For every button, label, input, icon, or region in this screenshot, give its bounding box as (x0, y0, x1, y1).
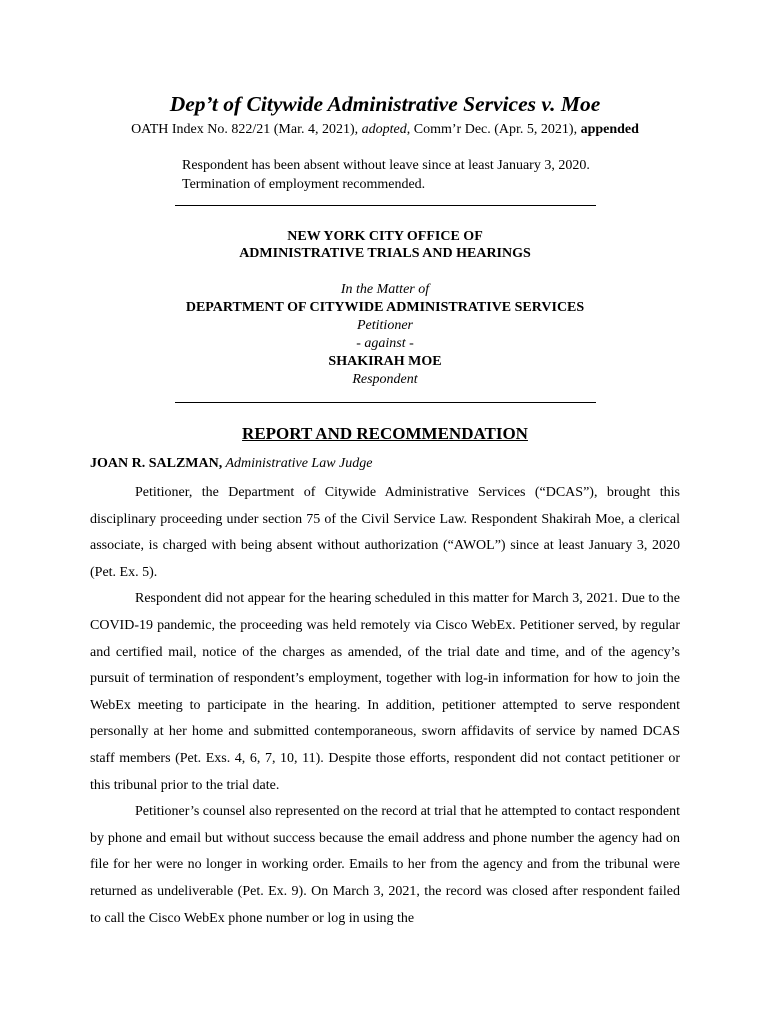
petitioner-role: Petitioner (357, 318, 413, 333)
divider-bottom (175, 402, 596, 403)
paragraph-2: Respondent did not appear for the hearing scheduled in this matter for March 3, 2021. Due to the COVID-19 pandemic, the proceeding was held remotely via Cisco WebEx. Petitioner served, by regular and certified mail, notice of the charges as amended, of the trial date and time, and of the agency’s pursuit of termination of respondent’s employment, together with log-in information for how to join the WebEx meeting to participate in the hearing. In addition, petitioner attempted to serve respondent personally at her home and submitted contemporaneous, sworn affidavits of service by named DCAS staff members (Pet. Exs. 4, 6, 7, 10, 11). Despite those efforts, respondent did not contact petitioner or this tribunal prior to the trial date. (90, 591, 680, 793)
office-name-line1: NEW YORK CITY OFFICE OF (287, 229, 483, 244)
in-the-matter-of: In the Matter of (340, 282, 430, 297)
respondent-role: Respondent (352, 372, 418, 387)
case-summary: Respondent has been absent without leave since at least January 3, 2020. Termination of employment recommended. (182, 158, 590, 192)
judge-name: JOAN R. SALZMAN, (90, 456, 223, 471)
divider-top (175, 205, 596, 206)
citation-index: OATH Index No. 822/21 (Mar. 4, 2021), (131, 122, 362, 137)
citation-decision: , Comm’r Dec. (Apr. 5, 2021), (406, 122, 581, 137)
report-body (90, 480, 680, 932)
case-citation (0, 122, 770, 138)
paragraph-1: Petitioner, the Department of Citywide Administrative Services (“DCAS”), brought this disciplinary proceeding under section 75 of the Civil Service Law. Respondent Shakirah Moe, a clerical associate, is charged with being absent without authorization (“AWOL”) since at least January 3, 2020 (Pet. Ex. 5). (90, 485, 680, 580)
judge-title: Administrative Law Judge (222, 456, 373, 471)
judge-line (90, 456, 372, 472)
report-heading: REPORT AND RECOMMENDATION (242, 424, 528, 443)
office-name-line2: ADMINISTRATIVE TRIALS AND HEARINGS (239, 246, 531, 261)
case-title: Dep’t of Citywide Administrative Services v. Moe (169, 92, 601, 116)
citation-appended: appended (580, 122, 639, 137)
respondent-name: SHAKIRAH MOE (328, 354, 442, 369)
petitioner-name: DEPARTMENT OF CITYWIDE ADMINISTRATIVE SERVICES (185, 300, 585, 315)
citation-adopted: adopted (361, 122, 407, 137)
paragraph-3: Petitioner’s counsel also represented on the record at trial that he attempted to contact respondent by phone and email but without success because the email address and phone number the agency had on file for her were no longer in working order. Emails to her from the agency and from the tribunal were returned as undeliverable (Pet. Ex. 9). On March 3, 2021, the record was closed after respondent failed to call the Cisco WebEx phone number or log in using the (90, 804, 680, 926)
against-label: - against - (356, 336, 414, 351)
